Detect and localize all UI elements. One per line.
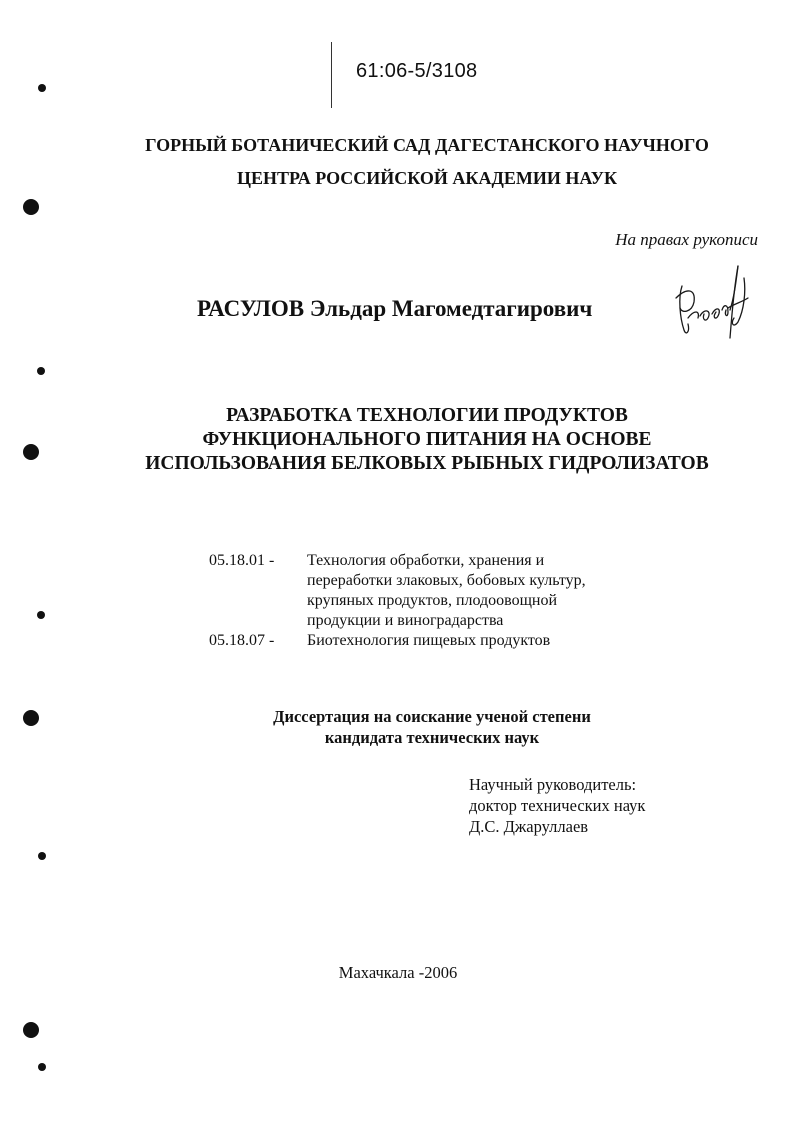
binding-hole	[38, 84, 46, 92]
binding-hole	[23, 1022, 39, 1038]
specialty-line: Технология обработки, хранения и	[307, 552, 545, 569]
place-and-year: Махачкала -2006	[338, 963, 458, 982]
specialty-item	[209, 631, 647, 651]
archive-number: 61:06-5/3108	[356, 60, 478, 82]
specialty-item	[209, 551, 647, 631]
specialty-code: 05.18.07 -	[209, 632, 275, 649]
degree-line: Диссертация на соискание ученой степени	[273, 707, 591, 726]
specialty-line: переработки злаковых, бобовых культур,	[307, 572, 586, 589]
organization-line: ЦЕНТРА РОССИЙСКОЙ АКАДЕМИИ НАУК	[236, 168, 618, 188]
supervisor-block	[469, 774, 645, 837]
title-line: ФУНКЦИОНАЛЬНОГО ПИТАНИЯ НА ОСНОВЕ	[202, 429, 652, 450]
binding-hole	[37, 611, 45, 619]
binding-hole	[23, 710, 39, 726]
author-name: РАСУЛОВ Эльдар Магомедтагирович	[197, 296, 593, 321]
supervisor-label: Научный руководитель:	[469, 775, 637, 794]
specialty-list	[209, 551, 647, 651]
specialty-description	[307, 631, 647, 651]
specialty-code: 05.18.01 -	[209, 552, 275, 569]
binding-hole	[38, 852, 46, 860]
degree-statement	[200, 706, 664, 748]
stamp-divider	[331, 42, 332, 108]
supervisor-rank: доктор технических наук	[469, 796, 646, 815]
specialty-line: крупяных продуктов, плодоовощной	[307, 592, 558, 609]
specialty-description	[307, 551, 647, 631]
signature-image	[668, 258, 764, 344]
binding-hole	[23, 199, 39, 215]
title-line: ИСПОЛЬЗОВАНИЯ БЕЛКОВЫХ РЫБНЫХ ГИДРОЛИЗАТОВ	[145, 453, 709, 474]
organization-line: ГОРНЫЙ БОТАНИЧЕСКИЙ САД ДАГЕСТАНСКОГО НАУЧНОГО	[145, 135, 709, 155]
binding-hole	[23, 444, 39, 460]
title-line: РАЗРАБОТКА ТЕХНОЛОГИИ ПРОДУКТОВ	[226, 405, 628, 426]
degree-line: кандидата технических наук	[324, 728, 540, 747]
binding-hole	[38, 1063, 46, 1071]
supervisor-name: Д.С. Джаруллаев	[469, 817, 589, 836]
specialty-line: Биотехнология пищевых продуктов	[307, 632, 551, 649]
binding-hole	[37, 367, 45, 375]
organization-heading	[120, 129, 734, 195]
thesis-title	[100, 404, 754, 476]
manuscript-rights-note: На правах рукописи	[615, 230, 758, 249]
specialty-line: продукции и виноградарства	[307, 612, 504, 629]
